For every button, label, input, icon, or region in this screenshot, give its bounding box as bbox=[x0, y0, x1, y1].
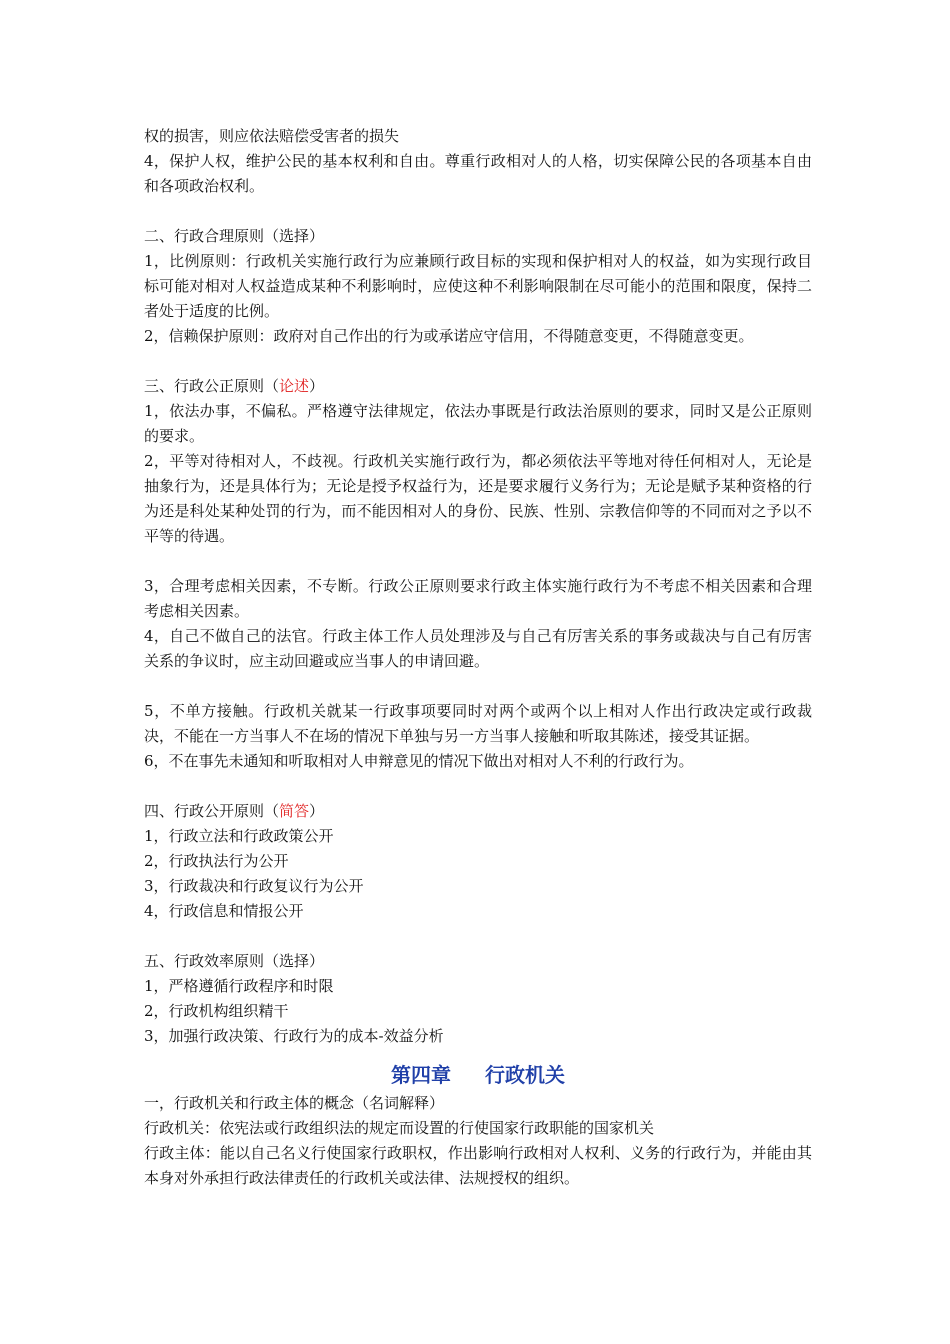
heading-prefix: 三、行政公正原则（ bbox=[144, 377, 280, 395]
section-2-item-2: 2，信赖保护原则：政府对自己作出的行为或承诺应守信用，不得随意变更，不得随意变更。 bbox=[144, 327, 754, 345]
section-3-item-2: 2，平等对待相对人，不歧视。行政机关实施行政行为，都必须依法平等地对待任何相对人，无论是抽象行为，还是具体行为；无论是授予权益行为，还是要求履行义务行为；无论是赋予某种资格的行为还是科处某种处罚的行为，而不能因相对人的身份、民族、性别、宗教信仰等的不同而对之予以不平等的待遇。 bbox=[144, 452, 812, 545]
section-4-item-3: 3，行政裁决和行政复议行为公开 bbox=[144, 877, 364, 895]
spacer bbox=[144, 349, 812, 374]
exam-tag-short-answer: 简答 bbox=[279, 802, 310, 820]
section-5-heading: 五、行政效率原则（选择） bbox=[144, 952, 325, 970]
spacer bbox=[144, 774, 812, 799]
heading-suffix: ） bbox=[309, 377, 325, 395]
spacer bbox=[144, 199, 812, 224]
section-3-item-3: 3，合理考虑相关因素，不专断。行政公正原则要求行政主体实施行政行为不考虑不相关因素和合理考虑相关因素。 bbox=[144, 577, 812, 620]
section-4-item-2: 2，行政执法行为公开 bbox=[144, 852, 289, 870]
chapter-title bbox=[144, 1059, 812, 1091]
spacer bbox=[144, 924, 812, 949]
paragraph-intro-item-4: 4，保护人权，维护公民的基本权利和自由。尊重行政相对人的人格，切实保障公民的各项基本自由和各项政治权利。 bbox=[144, 152, 812, 195]
exam-tag-essay: 论述 bbox=[279, 377, 310, 395]
section-5-item-2: 2，行政机构组织精干 bbox=[144, 1002, 289, 1020]
definition-administrative-organ: 行政机关：依宪法或行政组织法的规定而设置的行使国家行政职能的国家机关 bbox=[144, 1119, 655, 1137]
section-2-heading: 二、行政合理原则（选择） bbox=[144, 227, 325, 245]
definition-administrative-subject: 行政主体：能以自己名义行使国家行政职权，作出影响行政相对人权利、义务的行政行为，并能由其本身对外承担行政法律责任的行政机关或法律、法规授权的组织。 bbox=[144, 1144, 812, 1187]
chapter-4-heading: 一，行政机关和行政主体的概念（名词解释） bbox=[144, 1094, 445, 1112]
section-3-item-1: 1，依法办事，不偏私。严格遵守法律规定，依法办事既是行政法治原则的要求，同时又是公正原则的要求。 bbox=[144, 402, 812, 445]
section-3-heading bbox=[144, 374, 812, 399]
section-3-item-4: 4，自己不做自己的法官。行政主体工作人员处理涉及与自己有厉害关系的事务或裁决与自己有厉害关系的争议时，应主动回避或应当事人的申请回避。 bbox=[144, 627, 812, 670]
heading-prefix: 四、行政公开原则（ bbox=[144, 802, 280, 820]
spacer bbox=[144, 549, 812, 574]
chapter-number: 第四章 bbox=[391, 1063, 451, 1087]
paragraph-intro-line: 权的损害，则应依法赔偿受害者的损失 bbox=[144, 127, 400, 145]
section-4-item-1: 1，行政立法和行政政策公开 bbox=[144, 827, 334, 845]
spacer bbox=[144, 674, 812, 699]
heading-suffix: ） bbox=[309, 802, 325, 820]
section-3-item-5: 5，不单方接触。行政机关就某一行政事项要同时对两个或两个以上相对人作出行政决定或行政裁决，不能在一方当事人不在场的情况下单独与另一方当事人接触和听取其陈述，接受其证据。 bbox=[144, 702, 812, 745]
section-4-item-4: 4，行政信息和情报公开 bbox=[144, 902, 304, 920]
section-3-item-6: 6，不在事先未通知和听取相对人申辩意见的情况下做出对相对人不利的行政行为。 bbox=[144, 752, 694, 770]
section-2-item-1: 1，比例原则：行政机关实施行政行为应兼顾行政目标的实现和保护相对人的权益，如为实现行政目标可能对相对人权益造成某种不利影响时，应使这种不利影响限制在尽可能小的范围和限度，保持二者处于适度的比例。 bbox=[144, 252, 812, 320]
section-4-heading bbox=[144, 799, 812, 824]
section-5-item-3: 3，加强行政决策、行政行为的成本-效益分析 bbox=[144, 1027, 444, 1045]
section-5-item-1: 1，严格遵循行政程序和时限 bbox=[144, 977, 334, 995]
document-page bbox=[144, 124, 812, 1191]
chapter-name: 行政机关 bbox=[485, 1063, 565, 1087]
